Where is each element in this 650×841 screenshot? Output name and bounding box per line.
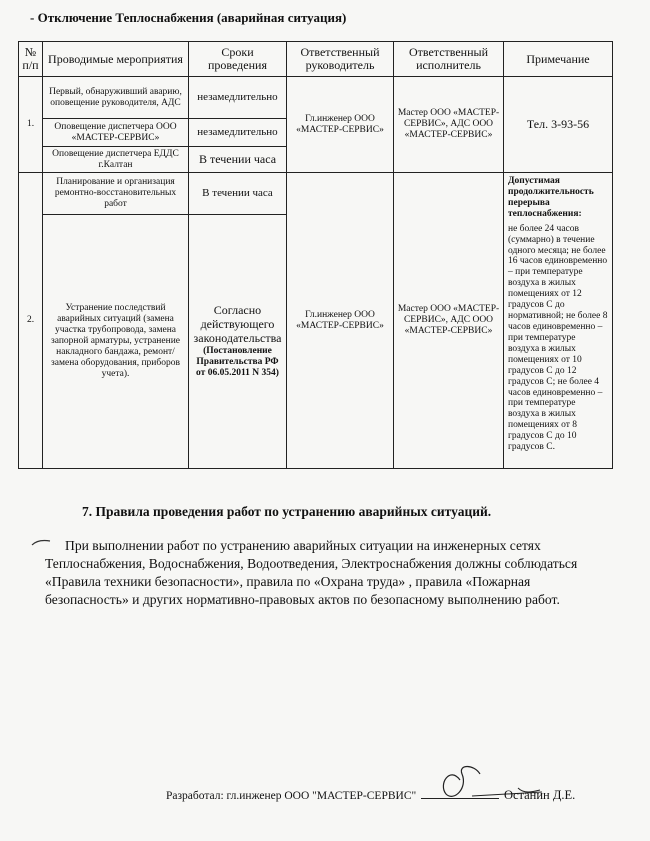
emergency-plan-table bbox=[18, 41, 613, 469]
row2-term-1: В течении часа bbox=[189, 173, 287, 215]
row1-resp-exec: Мастер ООО «МАСТЕР-СЕРВИС», АДС ООО «МАСТЕР-СЕРВИС» bbox=[394, 77, 504, 173]
table-row bbox=[19, 173, 613, 215]
footer-developed-text: Разработал: гл.инженер ООО "МАСТЕР-СЕРВИС" bbox=[166, 790, 417, 802]
row1-note: Тел. 3-93-56 bbox=[504, 77, 613, 173]
row1-activity-2: Оповещение диспетчера ООО «МАСТЕР-СЕРВИС» bbox=[43, 119, 189, 147]
row1-activity-1: Первый, обнаруживший аварию, оповещение руководителя, АДС bbox=[43, 77, 189, 119]
section-7-paragraph bbox=[45, 537, 605, 609]
row2-activity-1: Планирование и организация ремонтно-восстановительных работ bbox=[43, 173, 189, 215]
row1-activity-3: Оповещение диспетчера ЕДДС г.Калтан bbox=[43, 147, 189, 173]
row2-term-2 bbox=[189, 215, 287, 469]
row2-num: 2. bbox=[19, 173, 43, 469]
row2-activity-2: Устранение последствий аварийных ситуаций (замена участка трубопровода, замена запорной арматуры, устранение накладного бандажа, ремонт/замена оборудования, приборов учета). bbox=[43, 215, 189, 469]
row1-resp-head: Гл.инженер ООО «МАСТЕР-СЕРВИС» bbox=[287, 77, 394, 173]
header-resp-head: Ответственный руководитель bbox=[287, 42, 394, 77]
table-row bbox=[19, 77, 613, 119]
signature-line bbox=[421, 798, 499, 799]
row2-note bbox=[504, 173, 613, 469]
header-notes: Примечание bbox=[504, 42, 613, 77]
header-num: № п/п bbox=[19, 42, 43, 77]
row1-term-1: незамедлительно bbox=[189, 77, 287, 119]
row2-resp-head: Гл.инженер ООО «МАСТЕР-СЕРВИС» bbox=[287, 173, 394, 469]
header-terms: Сроки проведения bbox=[189, 42, 287, 77]
header-activities: Проводимые мероприятия bbox=[43, 42, 189, 77]
footer-signer-name: Останин Д.Е. bbox=[503, 788, 576, 802]
row1-term-3: В течении часа bbox=[189, 147, 287, 173]
row1-num: 1. bbox=[19, 77, 43, 173]
row2-note-body: не более 24 часов (суммарно) в течение одного месяца; не более 16 часов единовременно – при температуре воздуха в жилых помещениях от 12 градусов С до нормативной; не более 8 часов единовременно – при температуре воздуха в жилых помещениях от 10 градусов С до 12 градусов С; не более 4 часов единовременно – при температуре воздуха в жилых помещениях от 8 градусов С до 10 градусов С. bbox=[508, 223, 608, 453]
row2-resp-exec: Мастер ООО «МАСТЕР-СЕРВИС», АДС ООО «МАСТЕР-СЕРВИС» bbox=[394, 173, 504, 469]
row2-term-2-regulation: (Постановление Правительства РФ от 06.05.2011 N 354) bbox=[196, 346, 279, 379]
row1-term-2: незамедлительно bbox=[189, 119, 287, 147]
row2-term-2-text: Согласно действующего законодательства bbox=[193, 302, 282, 345]
table-header-row bbox=[19, 42, 613, 77]
section-7-heading: 7. Правила проведения работ по устранению аварийных ситуаций. bbox=[82, 504, 492, 519]
header-resp-exec: Ответственный исполнитель bbox=[394, 42, 504, 77]
footer-developed-by bbox=[166, 788, 575, 803]
section-title: - Отключение Теплоснабжения (аварийная ситуация) bbox=[30, 10, 347, 25]
section-7-paragraph-text: При выполнении работ по устранению аварийных ситуации на инженерных сетях Теплоснабжения, Водоснабжения, Водоотведения, Электроснабжения должны соблюдаться «Правила техники безопасности», правила по «Охрана труда» , правила «Пожарная безопасность» и других нормативно-правовых актов по безопасному выполнению работ. bbox=[45, 538, 578, 607]
row2-note-title: Допустимая продолжительность перерыва теплоснабжения: bbox=[508, 176, 594, 219]
